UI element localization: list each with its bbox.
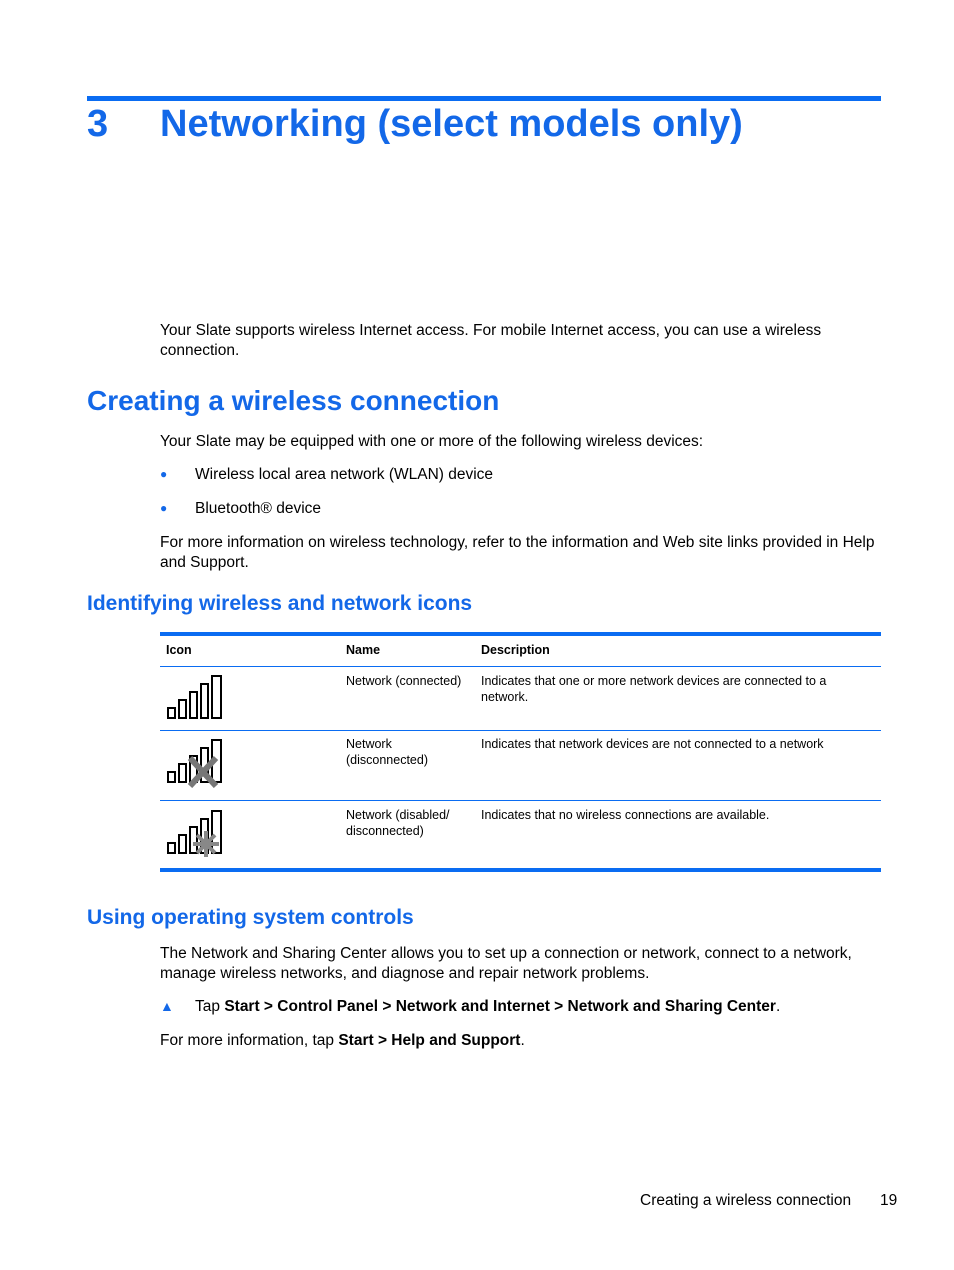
section-heading-creating: Creating a wireless connection [87, 385, 500, 416]
section1-more-info: For more information on wireless technology, refer to the information and Web site links provided in Help and Support. [160, 534, 875, 571]
more-info-suffix: . [520, 1032, 525, 1049]
table-header-name: Name [346, 643, 381, 657]
more-info-prefix: For more information, tap [160, 1032, 339, 1049]
section3-paragraph: The Network and Sharing Center allows you to set up a connection or network, connect to a network, manage wireless networks, and diagnose and repair network problems. [160, 945, 852, 982]
step-instruction [195, 997, 885, 1017]
more-info-line [160, 1031, 882, 1051]
step-path: Start > Control Panel > Network and Internet > Network and Sharing Center [224, 998, 776, 1015]
table-row-description: Indicates that no wireless connections are available. [481, 808, 770, 822]
table-row-rule [160, 730, 881, 731]
network-disconnected-icon [166, 738, 224, 793]
intro-paragraph: Your Slate supports wireless Internet access. For mobile Internet access, you can use a wireless connection. [160, 322, 822, 359]
more-info-path: Start > Help and Support [338, 1032, 521, 1049]
bullet-dot-icon: ● [160, 501, 168, 515]
table-header-rule [160, 666, 881, 667]
table-header-description: Description [481, 643, 550, 657]
bullet-text: Wireless local area network (WLAN) device [195, 466, 494, 483]
bullet-dot-icon: ● [160, 467, 168, 481]
table-row-name: Network (connected) [346, 674, 462, 688]
table-row-name: Network (disabled/ disconnected) [346, 808, 450, 838]
step-suffix: . [775, 998, 781, 1015]
table-row-description: Indicates that one or more network devices are connected to a network. [481, 674, 827, 704]
chapter-number: 3 [87, 103, 109, 145]
bullet-text: Bluetooth® device [195, 500, 322, 517]
table-bottom-rule [160, 868, 881, 872]
step-prefix: Tap [195, 998, 225, 1015]
table-row-name: Network (disconnected) [346, 737, 428, 767]
table-row-rule [160, 800, 881, 801]
network-disabled-icon [166, 809, 224, 864]
chapter-title: Networking (select models only) [160, 103, 743, 145]
footer-title: Creating a wireless connection [640, 1192, 852, 1209]
table-top-rule [160, 632, 881, 636]
page-number: 19 [880, 1192, 898, 1209]
network-connected-icon [166, 674, 224, 725]
table-header-icon: Icon [166, 643, 192, 657]
section-heading-os-controls: Using operating system controls [87, 906, 414, 929]
section-heading-identifying: Identifying wireless and network icons [87, 592, 473, 615]
step-triangle-icon: ▲ [160, 998, 174, 1014]
section1-lead: Your Slate may be equipped with one or more of the following wireless devices: [160, 433, 704, 450]
table-row-description: Indicates that network devices are not connected to a network [481, 737, 824, 751]
